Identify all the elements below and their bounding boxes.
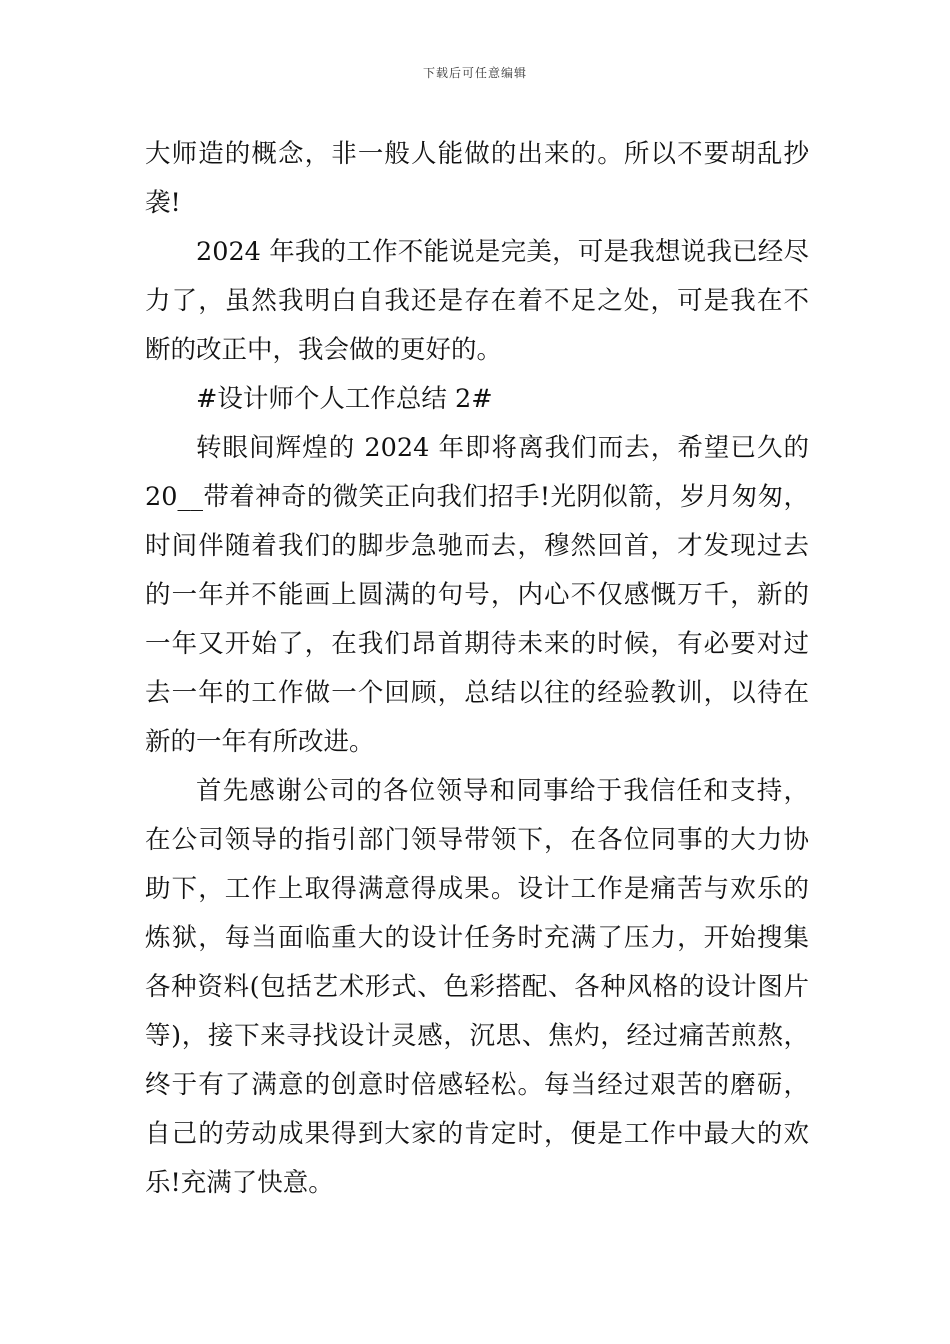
- text-line: 新的一年有所改进。: [145, 727, 375, 757]
- text-line: 首先感谢公司的各位领导和同事给于我信任和支持，: [196, 776, 809, 806]
- text-line: 终于有了满意的创意时倍感轻松。每当经过艰苦的磨砺，: [145, 1070, 809, 1100]
- section-heading: #设计师个人工作总结 2#: [196, 384, 493, 414]
- text-line: 自己的劳动成果得到大家的肯定时，便是工作中最大的欢: [145, 1119, 809, 1149]
- text-line: 去一年的工作做一个回顾，总结以往的经验教训，以待在: [145, 678, 809, 708]
- text-line: 等)，接下来寻找设计灵感，沉思、焦灼，经过痛苦煎熬，: [145, 1021, 809, 1051]
- text-line: 在公司领导的指引部门领导带领下，在各位同事的大力协: [145, 825, 809, 855]
- text-line: 的一年并不能画上圆满的句号，内心不仅感慨万千，新的: [145, 580, 809, 610]
- page-header: 下载后可任意编辑: [422, 66, 527, 80]
- document-body: [145, 130, 809, 1208]
- text-line: 一年又开始了，在我们昂首期待未来的时候，有必要对过: [145, 629, 809, 659]
- text-line: 助下，工作上取得满意得成果。设计工作是痛苦与欢乐的: [145, 874, 809, 904]
- text-line: 转眼间辉煌的 2024 年即将离我们而去，希望已久的: [196, 433, 809, 463]
- text-line: 乐!充满了快意。: [145, 1168, 334, 1198]
- text-line: 20__带着神奇的微笑正向我们招手!光阴似箭，岁月匆匆，: [145, 482, 809, 512]
- text-line: 炼狱，每当面临重大的设计任务时充满了压力，开始搜集: [145, 923, 809, 953]
- text-line: 断的改正中，我会做的更好的。: [145, 335, 503, 365]
- text-line: 袭!: [145, 188, 181, 218]
- text-line: 时间伴随着我们的脚步急驰而去，穆然回首，才发现过去: [145, 531, 809, 561]
- text-line: 各种资料(包括艺术形式、色彩搭配、各种风格的设计图片: [145, 972, 809, 1002]
- text-line: 力了，虽然我明白自我还是存在着不足之处，可是我在不: [145, 286, 809, 316]
- text-line: 大师造的概念，非一般人能做的出来的。所以不要胡乱抄: [145, 139, 809, 169]
- text-line: 2024 年我的工作不能说是完美，可是我想说我已经尽: [196, 237, 809, 267]
